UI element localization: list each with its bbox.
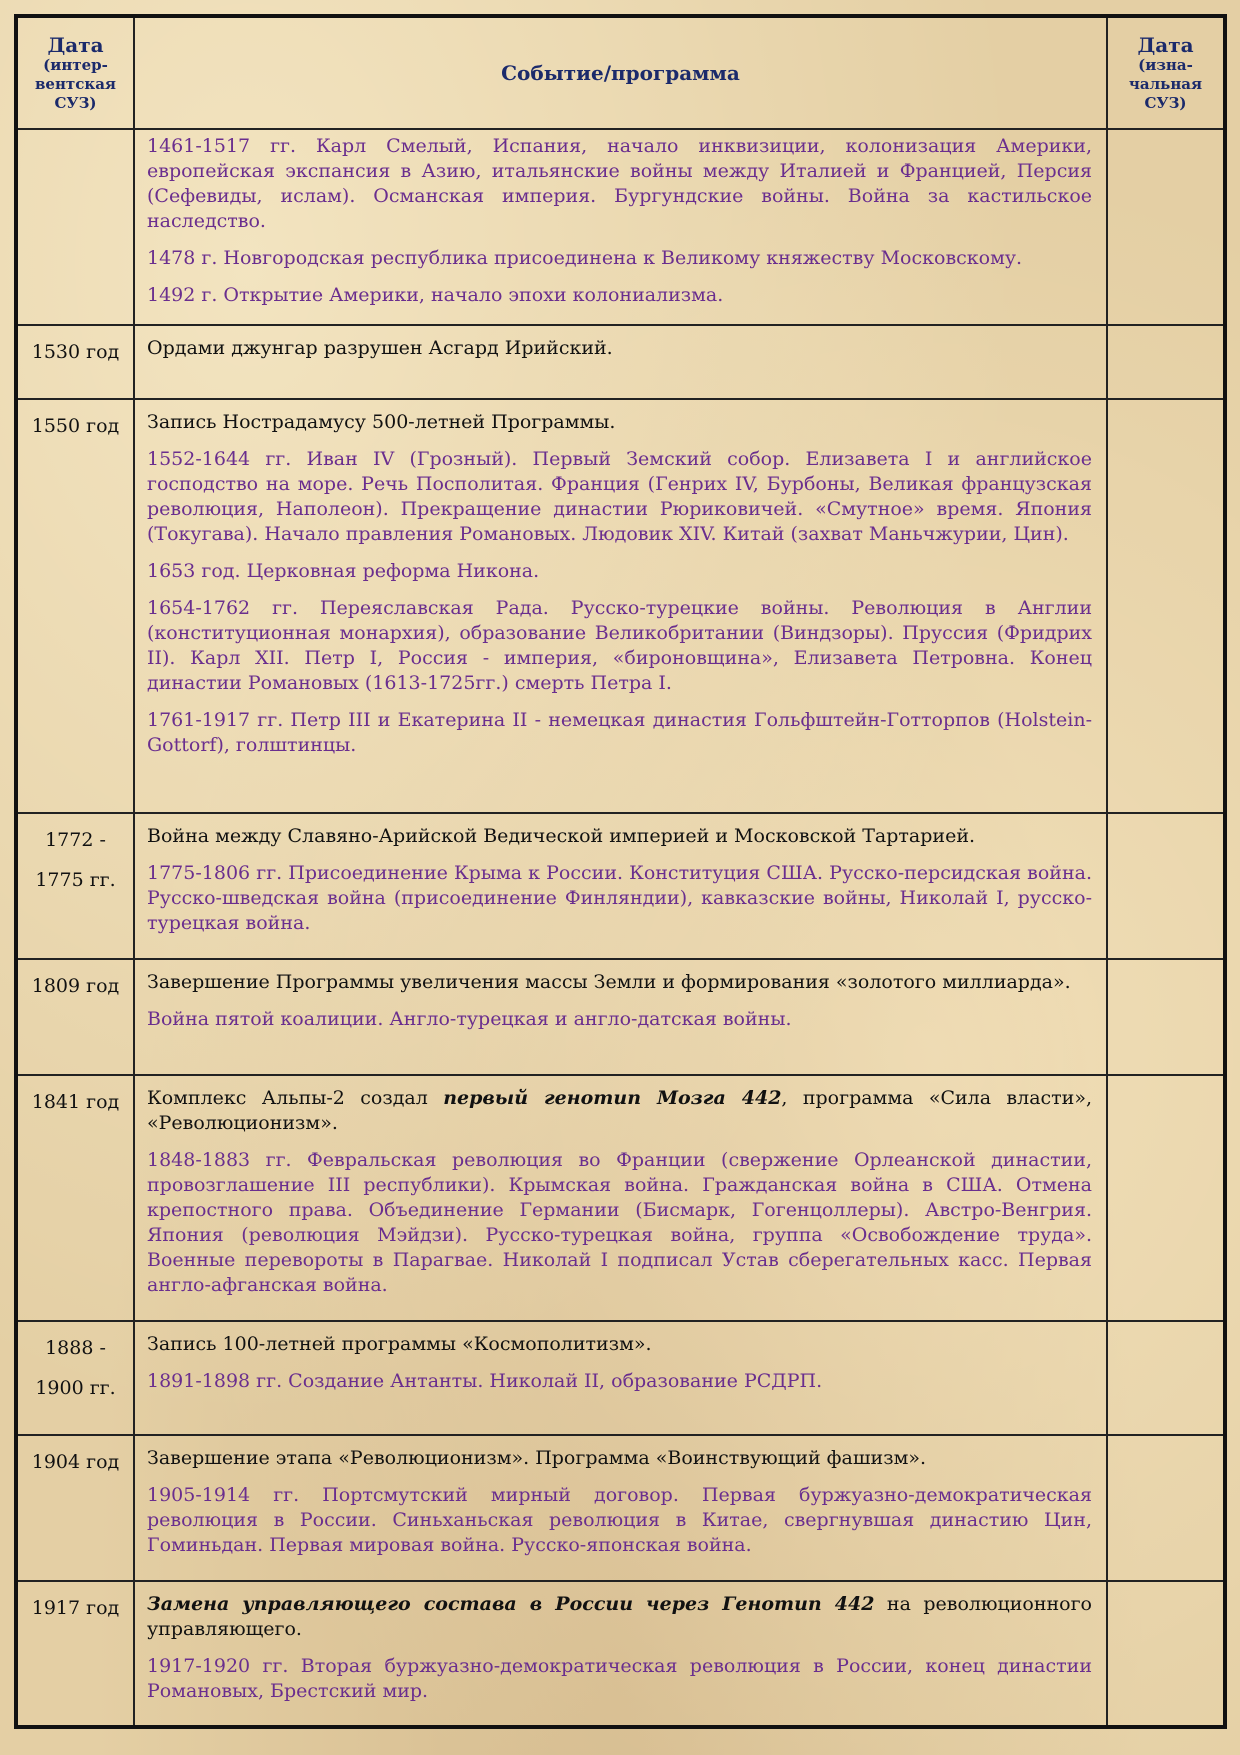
table-row [16, 1321, 1225, 1435]
program-paragraph: Завершение этапа «Революционизм». Программа «Воинствующий фашизм». [147, 1447, 927, 1469]
row-date: 1917 год [16, 1581, 134, 1727]
paragraph-text: Комплекс Альпы-2 создал [147, 1087, 444, 1109]
paragraph-text: , программа «Сила власти», «Революционизм». [147, 1087, 1092, 1134]
program-paragraph: Война между Славяно-Арийской Ведической империей и Московской Тартарией. [147, 825, 976, 847]
event-paragraph: 1905-1914 гг. Портсмутский мирный договор. Первая буржуазно-демократическая революция в России. Синьханьская революция в Китае, свергнувшая династию Цин, Гоминьдан. Первая мировая война. Русско-японская война. [147, 1484, 1092, 1556]
event-paragraph: 1761-1917 гг. Петр III и Екатерина II - немецкая династия Гольфштейн-Готторпов (Holstein-Gottorf), голштинцы. [147, 709, 1092, 756]
header-date-title: Дата [1137, 32, 1194, 57]
row-events [134, 1075, 1107, 1321]
program-paragraph: Ордами джунгар разрушен Асгард Ирийский. [147, 337, 613, 359]
row-date-original [1107, 399, 1225, 813]
event-paragraph: 1478 г. Новгородская республика присоединена к Великому княжеству Московскому. [147, 247, 1023, 269]
row-date: 1530 год [16, 325, 134, 399]
row-date-original [1107, 813, 1225, 959]
emphasis-text: первый генотип Мозга 442 [443, 1087, 782, 1109]
table-row [16, 129, 1225, 325]
event-paragraph [147, 1592, 1092, 1642]
table-header-row [16, 16, 1225, 129]
header-date-subtitle: (изна-чальная СУЗ) [1128, 55, 1203, 112]
row-date: 1904 год [16, 1435, 134, 1581]
row-events [134, 1581, 1107, 1727]
table-row [16, 1435, 1225, 1581]
program-paragraph: Завершение Программы увеличения массы Земли и формирования «золотого миллиарда». [147, 971, 1071, 993]
emphasis-text: Замена управляющего состава в России через Генотип 442 [147, 1593, 875, 1615]
row-date-original [1107, 129, 1225, 325]
row-date-original [1107, 1075, 1225, 1321]
event-paragraph: 1848-1883 гг. Февральская революция во Франции (свержение Орлеанской династии, провозглашение III республики). Крымская война. Гражданская война в США. Отмена крепостного права. Объединение Германии (Бисмарк, Гогенцоллеры). Австро-Венгрия. Япония (революция Мэйдзи). Русско-турецкая война, группа «Освобождение труда». Военные перевороты в Парагвае. Николай I подписал Устав сберегательных касс. Первая англо-афганская война. [147, 1149, 1092, 1296]
row-date: 1550 год [16, 399, 134, 813]
event-paragraph: 1891-1898 гг. Создание Антанты. Николай II, образование РСДРП. [147, 1370, 823, 1392]
page [14, 14, 1227, 1728]
table-row [16, 959, 1225, 1075]
row-events [134, 1435, 1107, 1581]
event-paragraph: 1653 год. Церковная реформа Никона. [147, 560, 540, 582]
row-date: 1888 - 1900 гг. [16, 1321, 134, 1435]
table-row [16, 813, 1225, 959]
event-paragraph: 1917-1920 гг. Вторая буржуазно-демократическая революция в России, конец династии Романовых, Брестский мир. [147, 1655, 1092, 1702]
program-paragraph: Запись 100-летней программы «Космополитизм». [147, 1333, 652, 1355]
row-date-original [1107, 959, 1225, 1075]
row-date-original [1107, 325, 1225, 399]
program-paragraph: Запись Нострадамусу 500-летней Программы. [147, 411, 616, 433]
table-row [16, 325, 1225, 399]
row-date-original [1107, 1581, 1225, 1727]
event-paragraph [147, 1086, 1092, 1136]
event-paragraph: Война пятой коалиции. Англо-турецкая и англо-датская войны. [147, 1008, 792, 1030]
event-paragraph: 1492 г. Открытие Америки, начало эпохи колониализма. [147, 284, 724, 306]
row-events [134, 399, 1107, 813]
row-events [134, 1321, 1107, 1435]
header-date-original [1107, 16, 1225, 129]
header-event: Событие/программа [134, 16, 1107, 129]
paragraph-text: на революционного управляющего. [147, 1593, 1092, 1640]
row-date: 1841 год [16, 1075, 134, 1321]
chronology-table [14, 14, 1227, 1729]
header-date-title: Дата [47, 32, 104, 57]
row-events [134, 959, 1107, 1075]
event-paragraph: 1654-1762 гг. Переяславская Рада. Русско-турецкие войны. Революция в Англии (конституционная монархия), образование Великобритании (Виндзоры). Пруссия (Фридрих II). Карл XII. Петр I, Россия - империя, «бироновщина», Елизавета Петровна. Конец династии Романовых (1613-1725гг.) смерть Петра I. [147, 597, 1092, 694]
event-paragraph: 1552-1644 гг. Иван IV (Грозный). Первый Земский собор. Елизавета I и английское господство на море. Речь Посполитая. Франция (Генрих IV, Бурбоны, Великая французская революция, Наполеон). Прекращение династии Рюриковичей. «Смутное» время. Япония (Токугава). Начало правления Романовых. Людовик XIV. Китай (захват Маньчжурии, Цин). [147, 448, 1092, 545]
row-events [134, 813, 1107, 959]
table-row [16, 399, 1225, 813]
row-date: 1772 - 1775 гг. [16, 813, 134, 959]
header-date-subtitle: (интер-вентская СУЗ) [34, 55, 116, 112]
row-date [16, 129, 134, 325]
row-date: 1809 год [16, 959, 134, 1075]
header-date-intervent [16, 16, 134, 129]
event-paragraph: 1775-1806 гг. Присоединение Крыма к России. Конституция США. Русско-персидская война. Русско-шведская война (присоединение Финляндии), кавказские войны, Николай I, русско-турецкая война. [147, 862, 1092, 934]
event-paragraph: 1461-1517 гг. Карл Смелый, Испания, начало инквизиции, колонизация Америки, европейская экспансия в Азию, итальянские войны между Италией и Францией, Персия (Сефевиды, ислам). Османская империя. Бургундские войны. Война за кастильское наследство. [147, 135, 1092, 232]
table-row [16, 1581, 1225, 1727]
table-row [16, 1075, 1225, 1321]
row-date-original [1107, 1435, 1225, 1581]
row-events [134, 129, 1107, 325]
row-events [134, 325, 1107, 399]
row-date-original [1107, 1321, 1225, 1435]
table-body [16, 129, 1225, 1727]
